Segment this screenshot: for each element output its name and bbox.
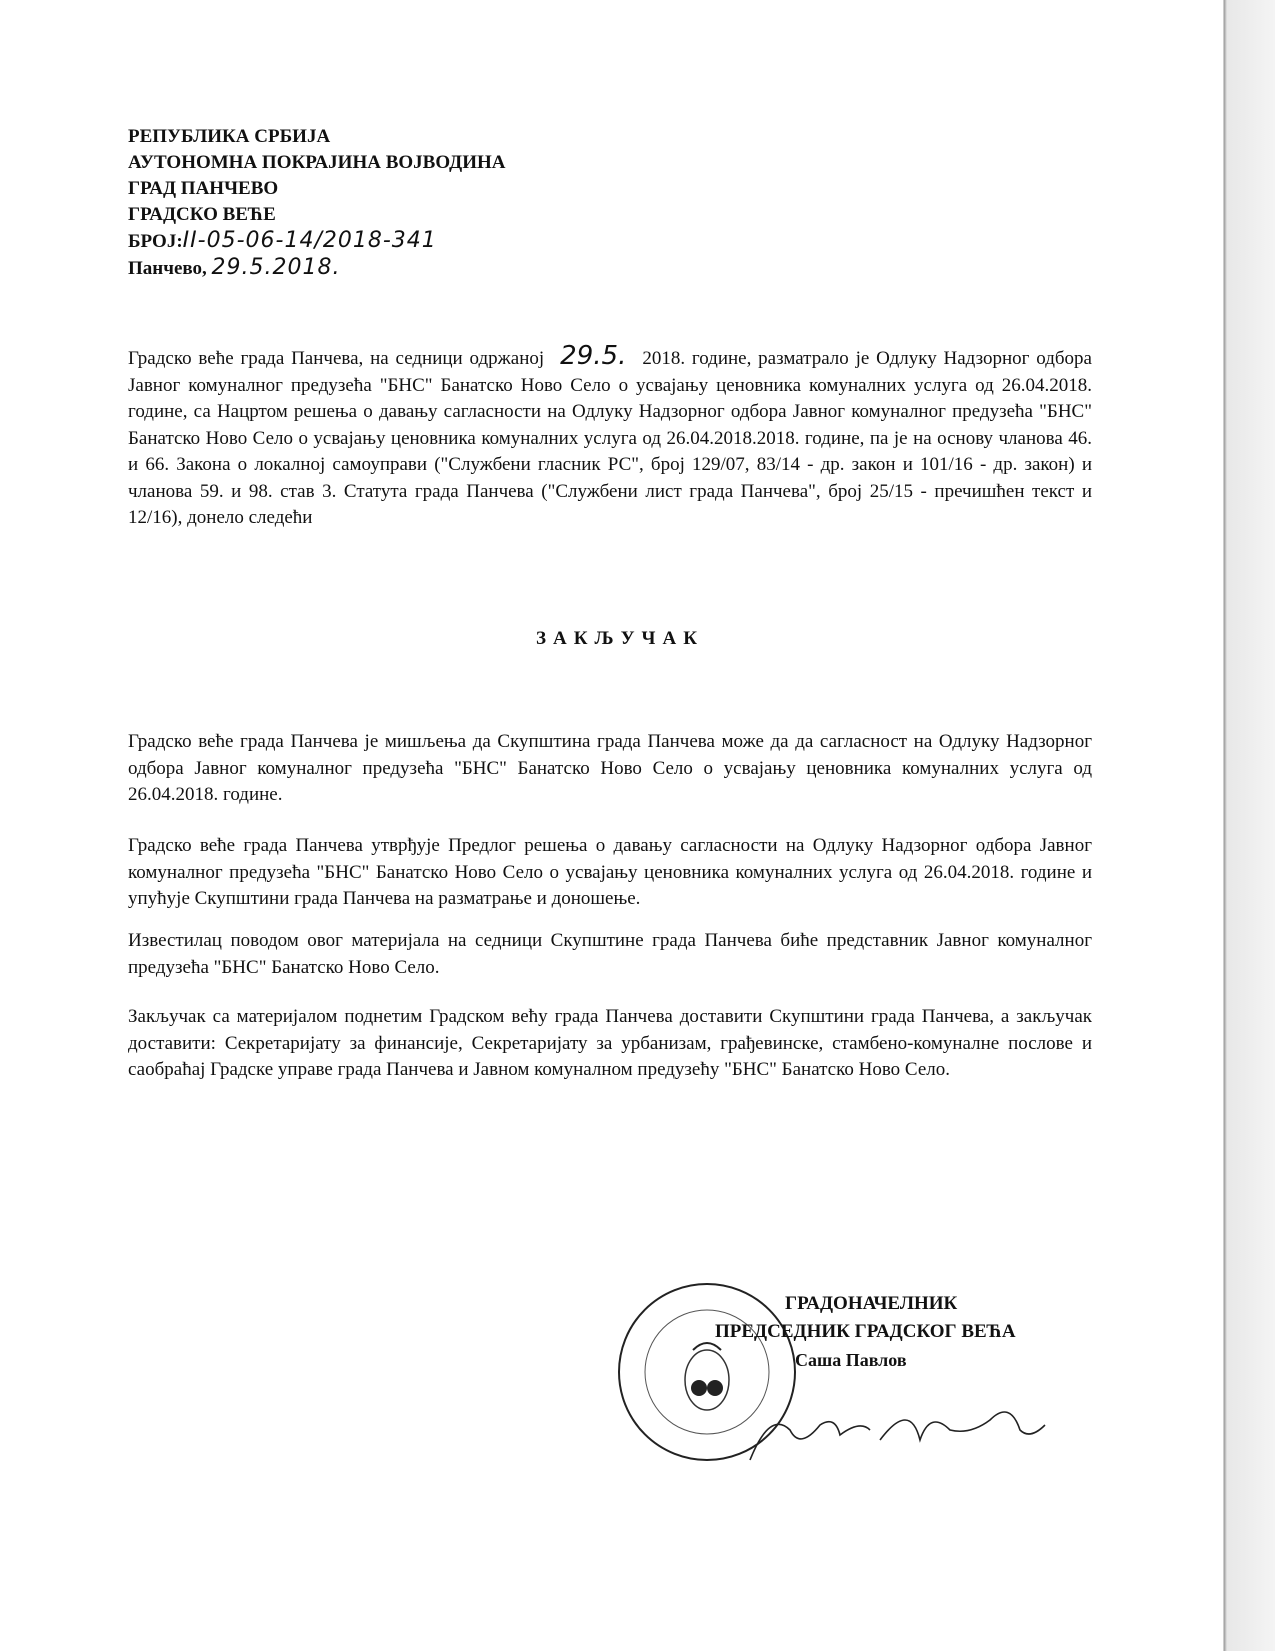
intro-text: Градско веће града Панчева, на седници одржаној [128, 348, 545, 369]
signatory-title: ПРЕДСЕДНИК ГРАДСКОГ ВЕЋА [715, 1321, 1016, 1342]
body-paragraph: Известилац поводом овог материјала на седници Скупштине града Панчева биће представник Јавног комуналног предузећа "БНС" Банатско Ново Село. [128, 930, 1092, 978]
handwritten-signature [740, 1400, 1070, 1470]
date-value: 29.5.2018. [211, 255, 341, 280]
document-date [128, 255, 506, 282]
number-value: II-05-06-14/2018-341 [182, 228, 437, 253]
scan-page-edge [1213, 0, 1275, 1651]
document-number [128, 228, 506, 255]
place-label: Панчево, [128, 258, 207, 279]
body-paragraph: Градско веће града Панчева утврђује Предлог решења о давању сагласности на Одлуку Надзорног одбора Јавног комуналног предузећа "БНС" Банатско Ново Село о усвајању ценовника комуналних услуга од 26.04.2018. године и упућује Скупштини града Панчева на разматрање и доношење. [128, 835, 1092, 909]
header-line: АУТОНОМНА ПОКРАЈИНА ВОЈВОДИНА [128, 152, 506, 173]
signatory-name: Саша Павлов [795, 1350, 907, 1370]
body-paragraph: Закључак са материјалом поднетим Градском већу града Панчева доставити Скупштини града Панчева, а закључак доставити: Секретаријату за финансије, Секретаријату за урбанизам, грађевинске, стамбено-комуналне послове и саобраћај Градске управе града Панчева и Јавном комуналном предузећу "БНС" Банатско Ново Село. [128, 1006, 1092, 1080]
signature-block [715, 1290, 1016, 1374]
header-line: РЕПУБЛИКА СРБИЈА [128, 126, 331, 147]
handwritten-session-date: 29.5. [560, 341, 627, 371]
number-label: БРОЈ: [128, 231, 183, 252]
intro-paragraph [128, 341, 1092, 532]
header-line: ГРАДСКО ВЕЋЕ [128, 204, 276, 225]
signatory-title: ГРАДОНАЧЕЛНИК [785, 1293, 958, 1314]
header-line: ГРАД ПАНЧЕВО [128, 178, 279, 199]
document-header [128, 124, 506, 282]
intro-text: 2018. године, разматрало је Одлуку Надзорног одбора Јавног комуналног предузећа "БНС" Банатско Ново Село о усвајању ценовника комуналних услуга од 26.04.2018. године, са Нацртом решења о давању сагласности на Одлуку Надзорног одбора Јавног комуналног предузећа "БНС" Банатско Ново Село о усвајању ценовника комуналних услуга од 26.04.2018.2018. године, па је на основу чланова 46. и 66. Закона о локалној самоуправи ("Службени гласник РС", број 129/07, 83/14 - др. закон и 101/16 - др. закон) и чланова 59. и 98. став 3. Статута града Панчева ("Службени лист града Панчева", број 25/15 - пречишћен текст и 12/16), донело следећи [128, 348, 1092, 528]
document-title: ЗАКЉУЧАК [536, 628, 704, 649]
body-paragraph: Градско веће града Панчева је мишљења да Скупштина града Панчева може да да сагласност на Одлуку Надзорног одбора Јавног комуналног предузећа "БНС" Банатско Ново Село о усвајању ценовника комуналних услуга од 26.04.2018. године. [128, 731, 1092, 805]
